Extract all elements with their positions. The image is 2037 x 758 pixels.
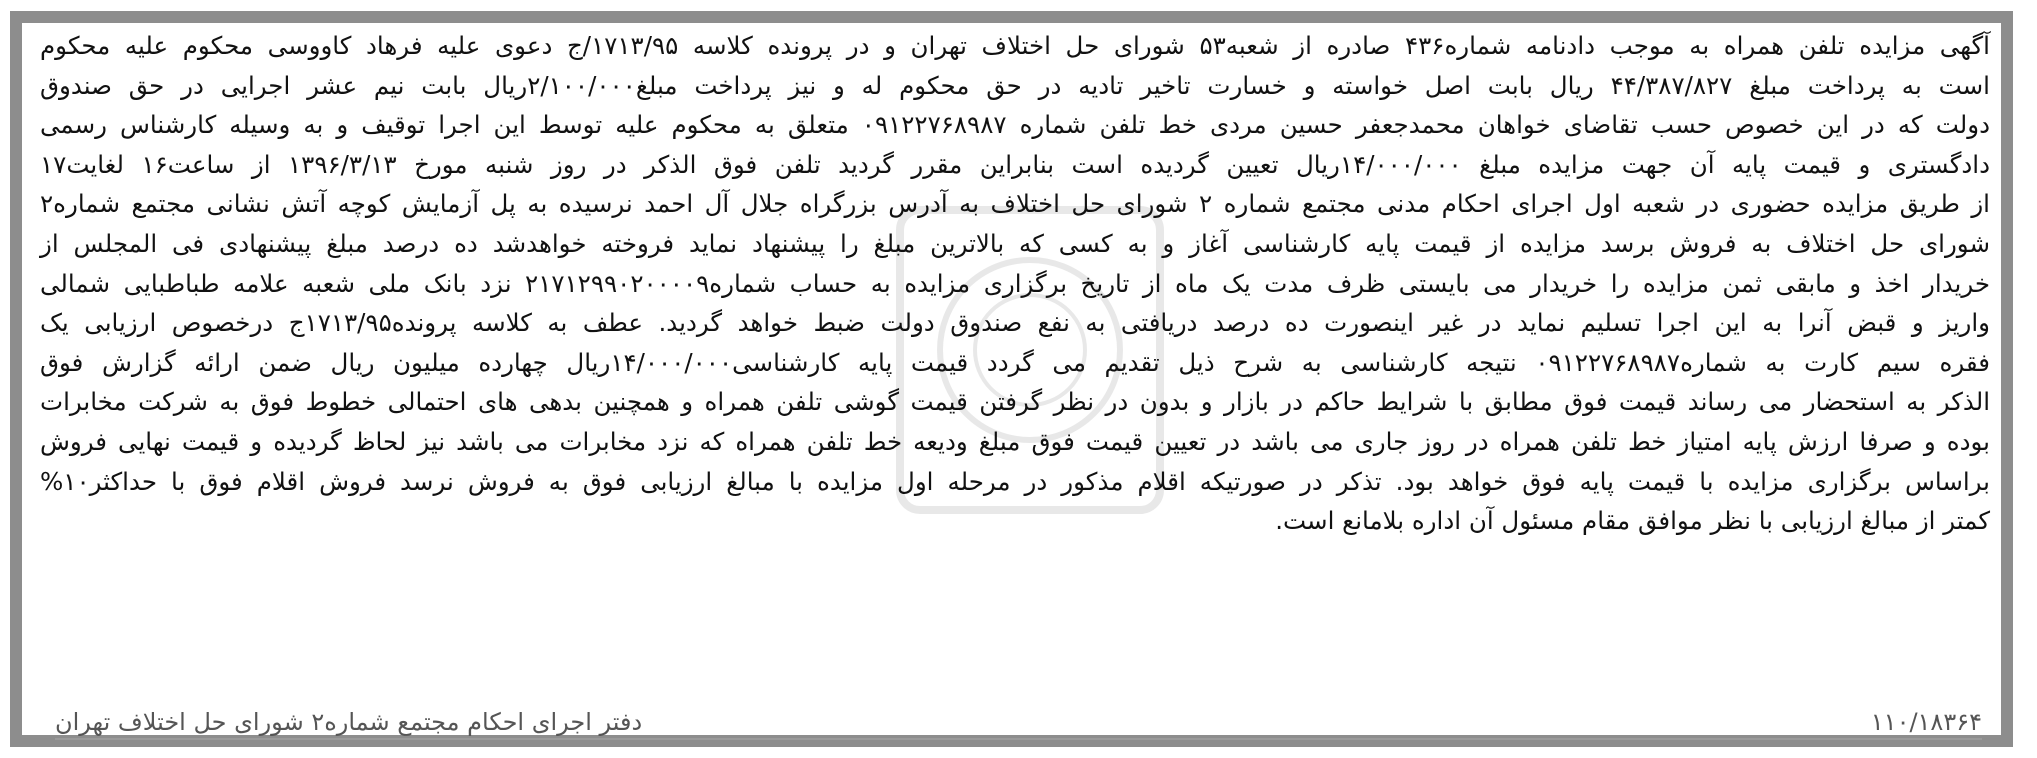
footer-divider: [55, 738, 1982, 740]
notice-line: بوده و صرفا ارزش پایه امتیاز خط تلفن همراه در روز جاری می باشد در تعیین قیمت فوق مبلغ ودیعه خط تلفن همراه که نزد مخابرات می باشد نیز لحاظ گردیده و قیمت نهایی فروش: [40, 426, 1990, 456]
notice-line: فقره سیم کارت به شماره۰۹۱۲۲۷۶۸۹۸۷ نتیجه کارشناسی به شرح ذیل تقدیم می گردد قیمت پایه کارشناسی۱۴/۰۰۰/۰۰۰ریال چهارده میلیون ریال ضمن ارائه گزارش فوق: [40, 347, 1990, 377]
footer-office: دفتر اجرای احکام مجتمع شماره۲ شورای حل اختلاف تهران: [55, 708, 643, 736]
footer-reference-number: ۱۱۰/۱۸۳۶۴: [1870, 708, 1982, 736]
notice-line: شورای حل اختلاف به فروش برسد مزایده از قیمت پایه کارشناسی آغاز و به کسی که بالاترین مبلغ را پیشنهاد نماید فروخته خواهدشد ده درصد مبلغ پیشنهادی فی المجلس از: [40, 228, 1990, 258]
notice-line: الذکر به استحضار می رساند قیمت فوق مطابق با شرایط حاکم در بازار و بدون در نظر گرفتن قیمت گوشی تلفن همراه و همچنین بدهی های احتمالی خطوط فوق به شرکت مخابرات: [40, 387, 1990, 417]
notice-line: خریدار اخذ و مابقی ثمن مزایده را خریدار می بایستی ظرف مدت یک ماه از تاریخ برگزاری مزایده به حساب شماره۲۱۷۱۲۹۹۰۲۰۰۰۰۹ نزد بانک ملی شعبه علامه طباطبایی شمالی: [40, 268, 1990, 298]
notice-body: [40, 26, 1990, 541]
notice-line: واریز و قبض آنرا به این اجرا تسلیم نماید در غیر اینصورت ده درصد دریافتی به نفع صندوق دولت ضبط خواهد گردید. عطف به کلاسه پرونده۱۷۱۳/۹۵ج درخصوص ارزیابی یک: [40, 308, 1991, 338]
notice-line: دادگستری و قیمت پایه آن جهت مزایده مبلغ ۱۴/۰۰۰/۰۰۰ریال تعیین گردیده است بنابراین مقرر گردید تلفن فوق الذکر در روز شنبه مورخ ۱۳۹۶/۳/۱۳ از ساعت۱۶ لغایت۱۷: [40, 149, 1991, 179]
notice-line: است به پرداخت مبلغ ۴۴/۳۸۷/۸۲۷ ریال بابت اصل خواسته و خسارت تاخیر تادیه در حق محکوم له و نیز پرداخت مبلغ۲/۱۰۰/۰۰۰ریال بابت نیم عشر اجرایی در حق صندوق: [40, 70, 1990, 100]
notice-line: دولت که در این خصوص حسب تقاضای خواهان محمدجعفر حسین مردی خط تلفن شماره ۰۹۱۲۲۷۶۸۹۸۷ متعلق به محکوم علیه توسط این اجرا توقیف و به وسیله کارشناس رسمی: [40, 110, 1990, 140]
notice-line: براساس برگزاری مزایده با قیمت پایه فوق خواهد بود. تذکر در صورتیکه اقلام مذکور در مرحله اول مزایده با مبالغ ارزیابی فوق به فروش نرسد فروش اقلام فوق با حداکثر۱۰%: [40, 466, 1990, 496]
notice-line: از طریق مزایده حضوری در شعبه اول اجرای احکام مدنی مجتمع شماره ۲ شورای حل اختلاف به آدرس بزرگراه جلال آل احمد نرسیده به پل آزمایش کوچه آتش نشانی مجتمع شماره۲: [40, 189, 1990, 219]
notice-line: آگهی مزایده تلفن همراه به موجب دادنامه شماره۴۳۶ صادره از شعبه۵۳ شورای حل اختلاف تهران و در پرونده کلاسه ۱۷۱۳/۹۵/ج دعوی علیه فرهاد کاووسی محکوم علیه محکوم: [40, 31, 1990, 60]
notice-line-last: کمتر از مبالغ ارزیابی با نظر موافق مقام مسئول آن اداره بلامانع است.: [1275, 506, 1990, 536]
